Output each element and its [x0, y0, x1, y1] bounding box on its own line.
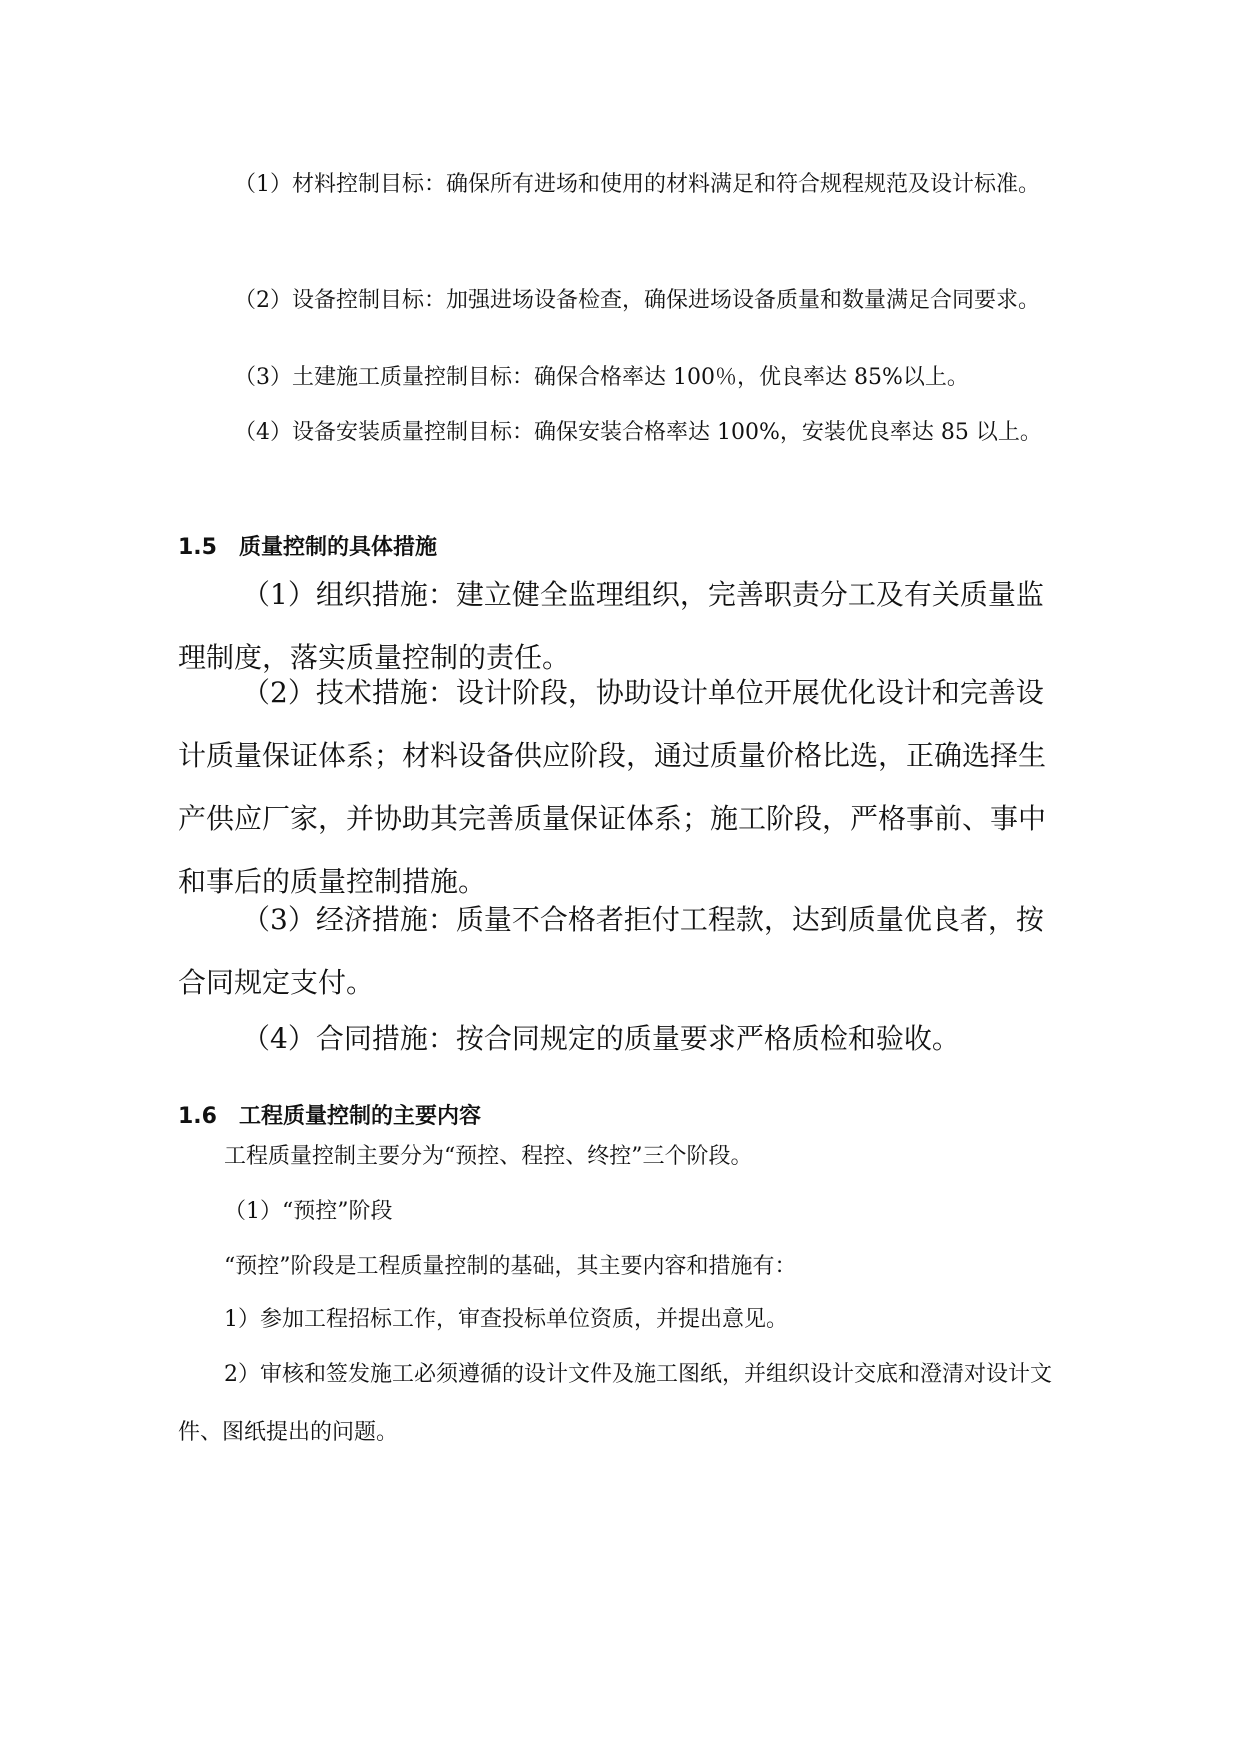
precontrol-step-1: 1）参加工程招标工作，审查投标单位资质，并提出意见。	[224, 1307, 788, 1332]
measure-technical: （2）技术措施：设计阶段，协助设计单位开展优化设计和完善设计质量保证体系；材料设备供应阶段，通过质量价格比选，正确选择生产供应厂家，并协助其完善质量保证体系；施工阶段，严格事前、事中和事后的质量控制措施。	[178, 676, 1047, 898]
phase-precontrol-title: （1）“预控”阶段	[224, 1199, 393, 1224]
phase-precontrol-description: “预控”阶段是工程质量控制的基础，其主要内容和措施有：	[224, 1254, 797, 1279]
control-phases-intro: 工程质量控制主要分为“预控、程控、终控”三个阶段。	[224, 1144, 753, 1169]
precontrol-step-2: 2）审核和签发施工必须遵循的设计文件及施工图纸，并组织设计交底和澄清对设计文件、图纸提出的问题。	[178, 1362, 1052, 1445]
quality-target-materials: （1）材料控制目标：确保所有进场和使用的材料满足和符合规程规范及设计标准。	[234, 172, 1040, 197]
measure-organizational: （1）组织措施：建立健全监理组织，完善职责分工及有关质量监理制度，落实质量控制的责任。	[178, 578, 1044, 674]
quality-target-equipment: （2）设备控制目标：加强进场设备检查，确保进场设备质量和数量满足合同要求。	[234, 288, 1040, 313]
measure-economic: （3）经济措施：质量不合格者拒付工程款，达到质量优良者，按合同规定支付。	[178, 903, 1044, 999]
quality-target-civil: （3）土建施工质量控制目标：确保合格率达 100％，优良率达 85%以上。	[234, 365, 969, 390]
quality-target-installation: （4）设备安装质量控制目标：确保安装合格率达 100%，安装优良率达 85 以上。	[234, 420, 1042, 445]
measure-contractual: （4）合同措施：按合同规定的质量要求严格质检和验收。	[242, 1022, 960, 1055]
section-heading-1-6: 1.6 工程质量控制的主要内容	[178, 1104, 481, 1129]
section-heading-1-5: 1.5 质量控制的具体措施	[178, 535, 437, 560]
